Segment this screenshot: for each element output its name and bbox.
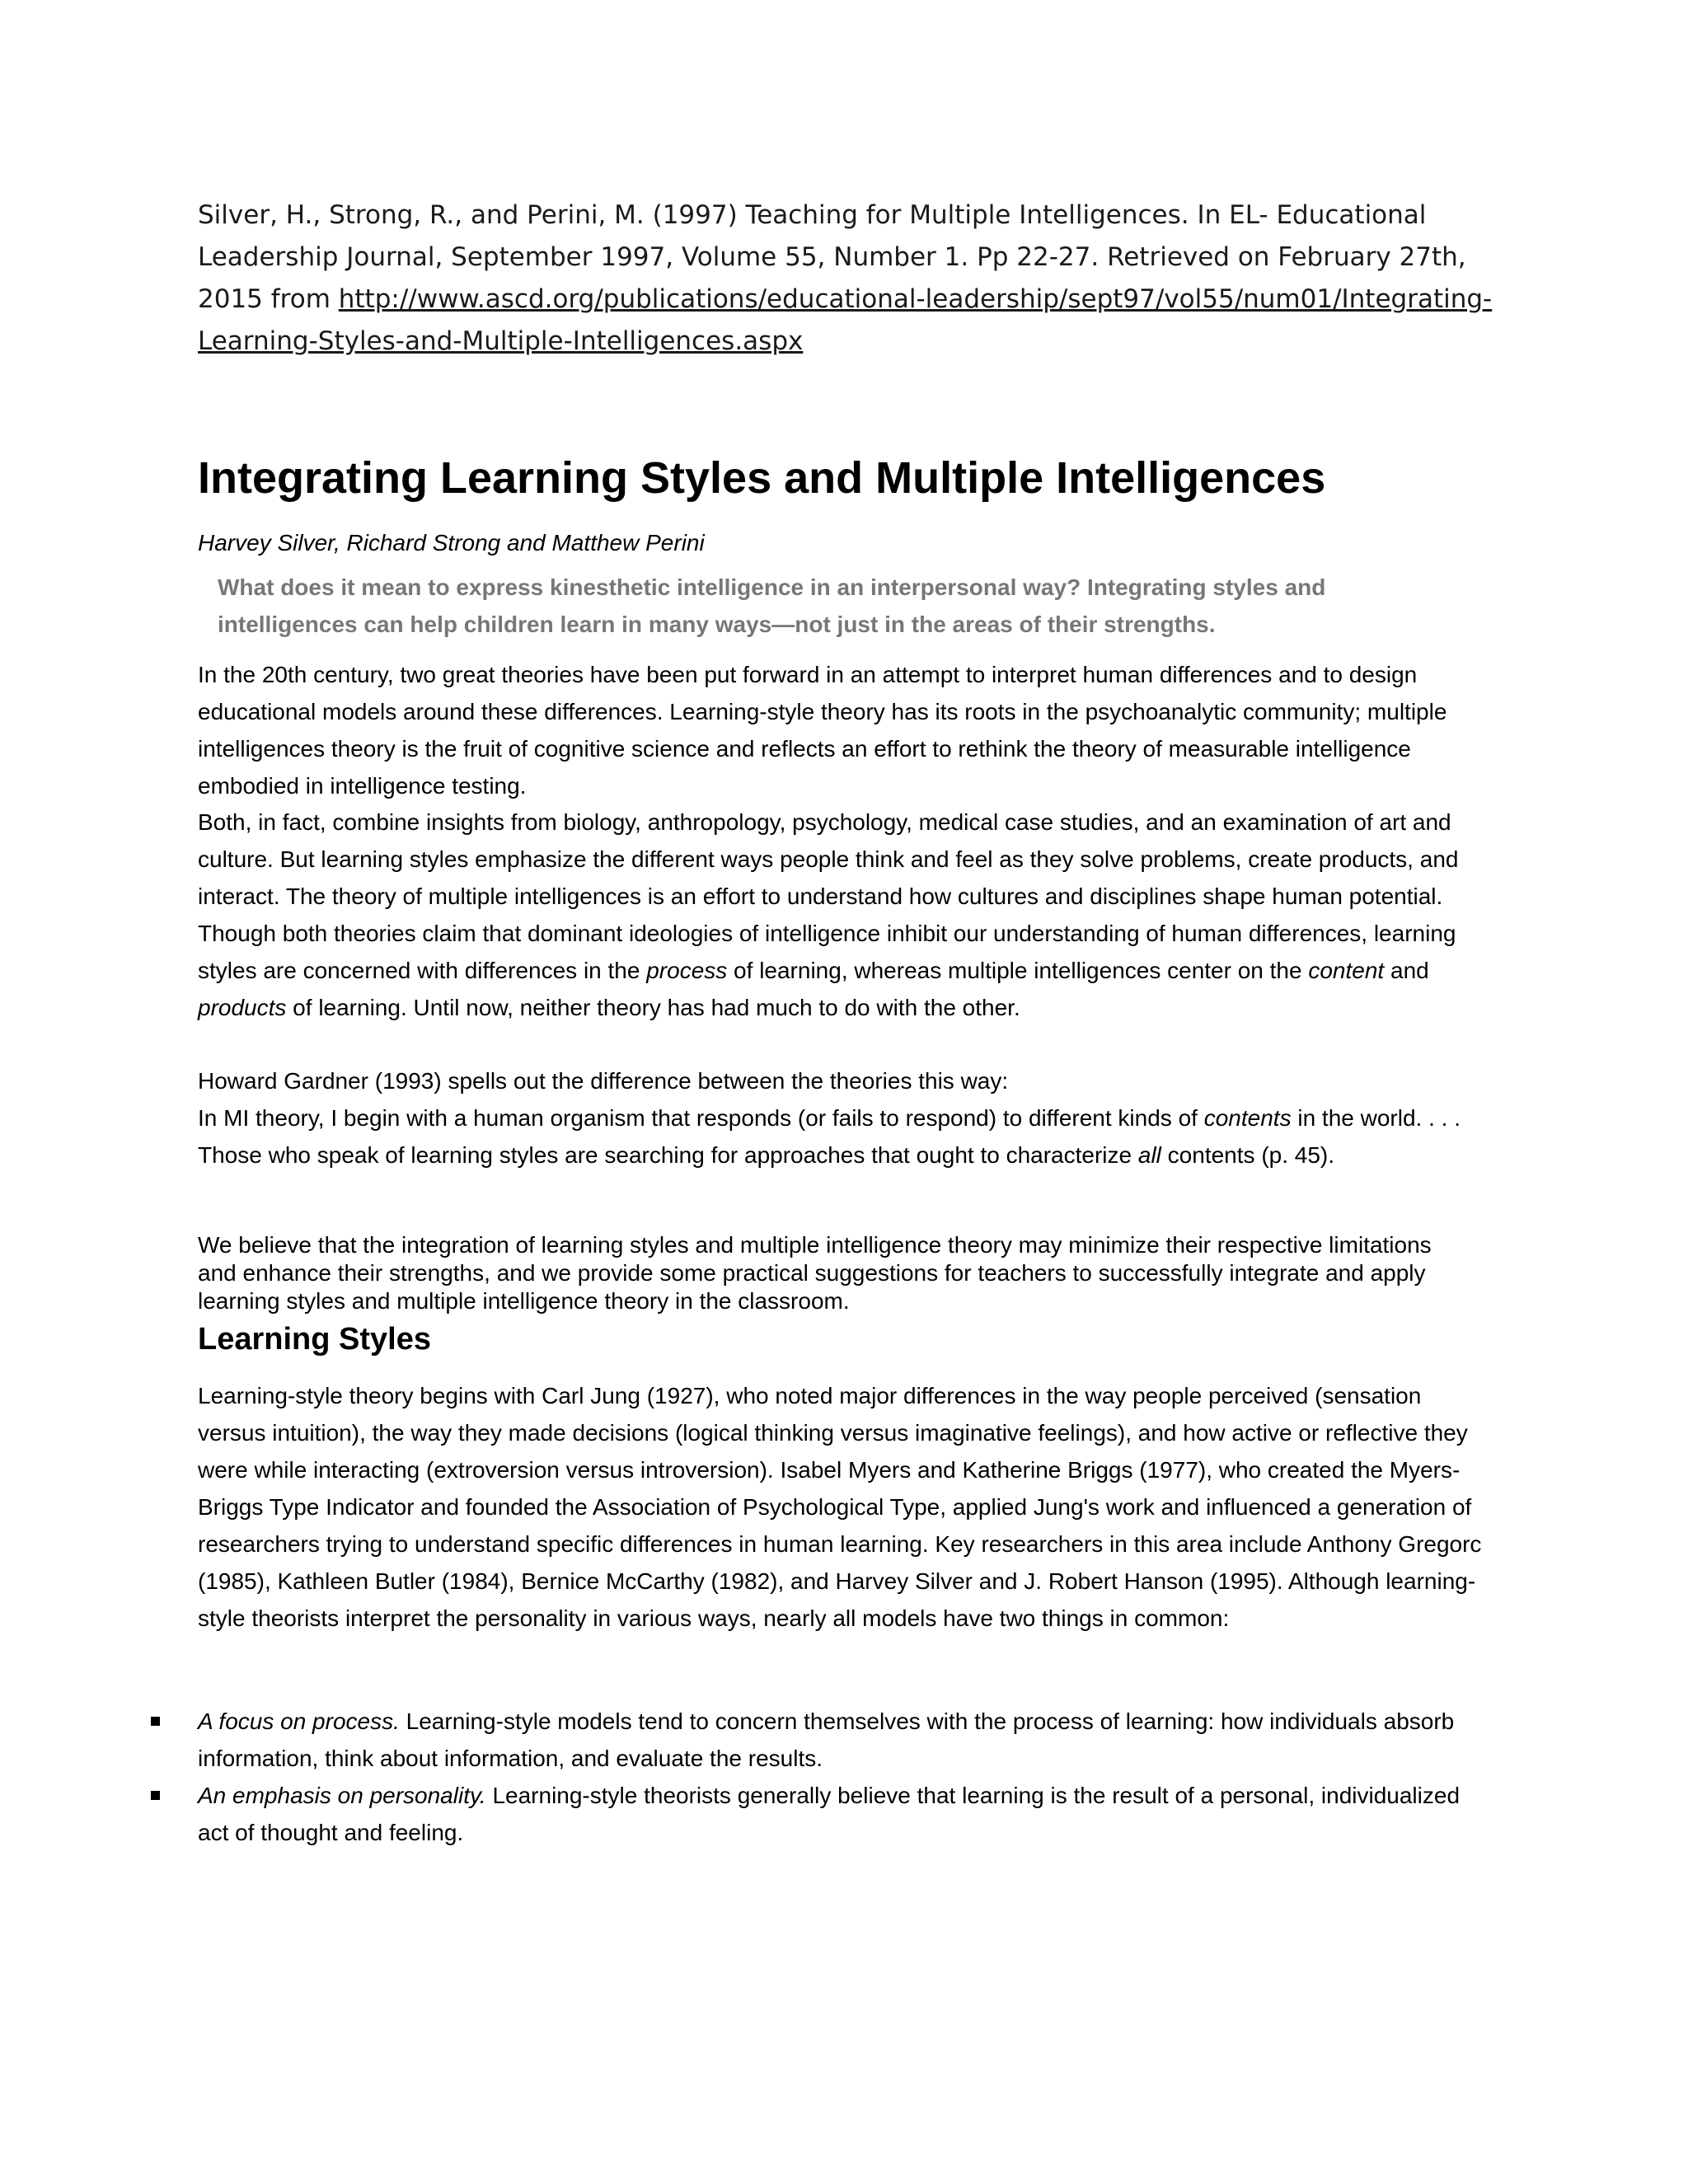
list-item (198, 1777, 1484, 1851)
citation-text: Silver, H., Strong, R., and Perini, M. (1997) Teaching for Multiple Intelligences. In EL- Educational Leadership Journal, September 1997, Volume 55, Number 1. Pp 22-27. Retrieved on February 27th, 2015 from (198, 200, 1466, 314)
bullet-list (198, 1703, 1484, 1851)
text-run: contents (p. 45). (1160, 1142, 1335, 1168)
paragraph-gardner: Howard Gardner (1993) spells out the difference between the theories this way: (198, 1068, 1009, 1094)
bullet-lead: A focus on process. (198, 1708, 400, 1734)
bullet-text: Learning-style models tend to concern themselves with the process of learning: how individuals absorb information, think about information, and evaluate the results. (198, 1708, 1455, 1771)
list-item (198, 1703, 1484, 1777)
paragraph-both (198, 804, 1492, 1026)
emphasis-content: content (1308, 958, 1385, 983)
text-run: of learning. Until now, neither theory has had much to do with the other. (286, 995, 1020, 1020)
text-run: Both, in fact, combine insights from biology, anthropology, psychology, medical case studies, and an examination of art and culture. But learning styles emphasize the different ways people think and feel as they solve problems, create products, and interact. The theory of multiple intelligences is an effort to understand how cultures and disciplines shape human potential. Though both theories claim that dominant ideologies of intelligence inhibit our understanding of human differences, learning styles are concerned with differences in the (198, 809, 1459, 983)
emphasis-products: products (198, 995, 287, 1020)
emphasis-process: process (646, 958, 728, 983)
citation-link[interactable]: http://www.ascd.org/publications/educational-leadership/sept97/vol55/num01/Integrating-Learning-Styles-and-Multiple-Intelligences.aspx (198, 284, 1493, 356)
paragraph-learning-styles: Learning-style theory begins with Carl Jung (1927), who noted major differences in the way people perceived (sensation versus intuition), the way they made decisions (logical thinking versus imaginative feelings), and how active or reflective they were while interacting (extroversion versus introversion). Isabel Myers and Katherine Briggs (1977), who created the Myers-Briggs Type Indicator and founded the Association of Psychological Type, applied Jung's work and influenced a generation of researchers trying to understand specific differences in human learning. Key researchers in this area include Anthony Gregorc (1985), Kathleen Butler (1984), Bernice McCarthy (1982), and Harvey Silver and J. Robert Hanson (1995). Although learning-style theorists interpret the personality in various ways, nearly all models have two things in common: (198, 1383, 1482, 1631)
bullet-lead: An emphasis on personality. (198, 1783, 486, 1808)
text-run: In MI theory, I begin with a human organism that responds (or fails to respond) to different kinds of (198, 1105, 1204, 1131)
article-authors: Harvey Silver, Richard Strong and Matthew Perini (198, 530, 705, 555)
bullet-text: Learning-style theorists generally believe that learning is the result of a personal, individualized act of thought and feeling. (198, 1783, 1461, 1845)
article-title: Integrating Learning Styles and Multiple Intelligences (198, 453, 1326, 503)
text-run: and (1384, 958, 1429, 983)
article-deck: What does it mean to express kinesthetic intelligence in an interpersonal way? Integrating styles and intelligences can help children learn in many ways—not just in the areas of their strengths. (218, 574, 1326, 637)
section-heading: Learning Styles (198, 1322, 431, 1357)
paragraph-intro: In the 20th century, two great theories have been put forward in an attempt to interpret human differences and to design educational models around these differences. Learning-style theory has its roots in the psychoanalytic community; multiple intelligences theory is the fruit of cognitive science and reflects an effort to rethink the theory of measurable intelligence embodied in intelligence testing. (198, 662, 1447, 799)
emphasis-all: all (1137, 1142, 1161, 1168)
emphasis-contents: contents (1203, 1105, 1292, 1131)
paragraph-integration: We believe that the integration of learning styles and multiple intelligence theory may minimize their respective limitations and enhance their strengths, and we provide some practical suggestions for teachers to successfully integrate and apply learning styles and multiple intelligence theory in the classroom. (198, 1232, 1432, 1314)
text-run: of learning, whereas multiple intelligences center on the (727, 958, 1309, 983)
square-bullet-icon (151, 1717, 160, 1726)
square-bullet-icon (151, 1791, 160, 1800)
gardner-quote (198, 1099, 1492, 1174)
text-run: in the world. . . . Those who speak of learning styles are searching for approaches that ought to characterize (198, 1105, 1461, 1168)
citation (198, 194, 1517, 363)
